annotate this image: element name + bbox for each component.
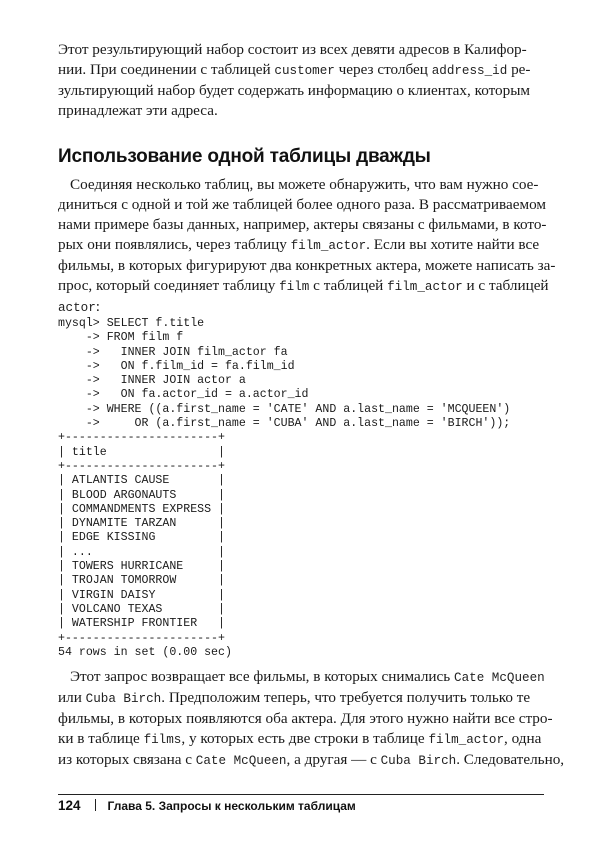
inline-code-film-actor: film_actor — [290, 239, 367, 253]
inline-code-film-actor-3: film_actor — [428, 733, 505, 747]
footer-rule — [58, 794, 544, 795]
footer-separator — [95, 799, 96, 811]
intro-paragraph: Этот результирующий набор состоит из всех девяти адресов в Калифор- нии. При соединении с таблицей customer через столбец address_id ре- зультирующий набор будет содержать информацию о клиентах, которым принадлежат эти адреса. — [58, 41, 531, 119]
chapter-title: Глава 5. Запросы к нескольким таблицам — [107, 799, 356, 813]
inline-code-cate-mcqueen: Cate McQueen — [454, 671, 545, 685]
inline-code-customer: customer — [274, 64, 335, 78]
inline-code-address-id: address_id — [431, 64, 508, 78]
inline-code-cuba-birch: Cuba Birch — [85, 692, 162, 706]
section-paragraph: Соединяя несколько таблиц, вы можете обнаружить, что вам нужно сое- диниться с одной и той же таблицей более одного раза. В рассматриваемом нами примере базы данных, например, актеры связаны с фильмами, в кото- рых они появлялись, через таблицу film_actor. Если вы хотите найти все фильмы, в которых фигурируют два конкретных актера, можете написать за- прос, который соединяет таблицу film с таблицей film_actor и с таблицей actor: — [58, 176, 556, 315]
sql-code-listing: mysql> SELECT f.title -> FROM film f -> INNER JOIN film_actor fa -> ON f.film_id = fa.film_id -> INNER JOIN actor a -> ON fa.actor_id = a.actor_id -> WHERE ((a.first_name = 'CATE' AND a.last_name = 'MCQUEEN') -> OR (a.first_name = 'CUBA' AND a.last_name = 'BIRCH')); +----------------------+ | title | +----------------------+ | ATLANTIS CAUSE | | BLOOD ARGONAUTS | | COMMANDMENTS EXPRESS | | DYNAMITE TARZAN | | EDGE KISSING | | ... | | TOWERS HURRICANE | | TROJAN TOMORROW | | VIRGIN DAISY | | VOLCANO TEXAS | | WATERSHIP FRONTIER | +----------------------+ 54 rows in set (0.00 sec) — [58, 317, 511, 659]
inline-code-film-actor-2: film_actor — [387, 280, 463, 294]
section-heading: Использование одной таблицы дважды — [58, 146, 431, 167]
inline-code-films: films — [143, 733, 182, 747]
inline-code-film: film — [279, 280, 310, 294]
inline-code-cuba-birch-2: Cuba Birch — [380, 754, 457, 768]
page-number: 124 — [58, 798, 81, 813]
inline-code-cate-mcqueen-2: Cate McQueen — [195, 754, 287, 768]
closing-paragraph: Этот запрос возвращает все фильмы, в которых снимались Cate McQueen или Cuba Birch. Предположим теперь, что требуется получить только те фильмы, в которых появляются оба актера. Для этого нужно найти все стро- ки в таблице films, у которых есть две строки в таблице film_actor, одна из которых связана с Cate McQueen, а другая — с Cuba Birch. Следовательно, — [58, 668, 565, 768]
inline-code-actor: actor — [58, 301, 96, 315]
page-footer — [58, 798, 356, 813]
